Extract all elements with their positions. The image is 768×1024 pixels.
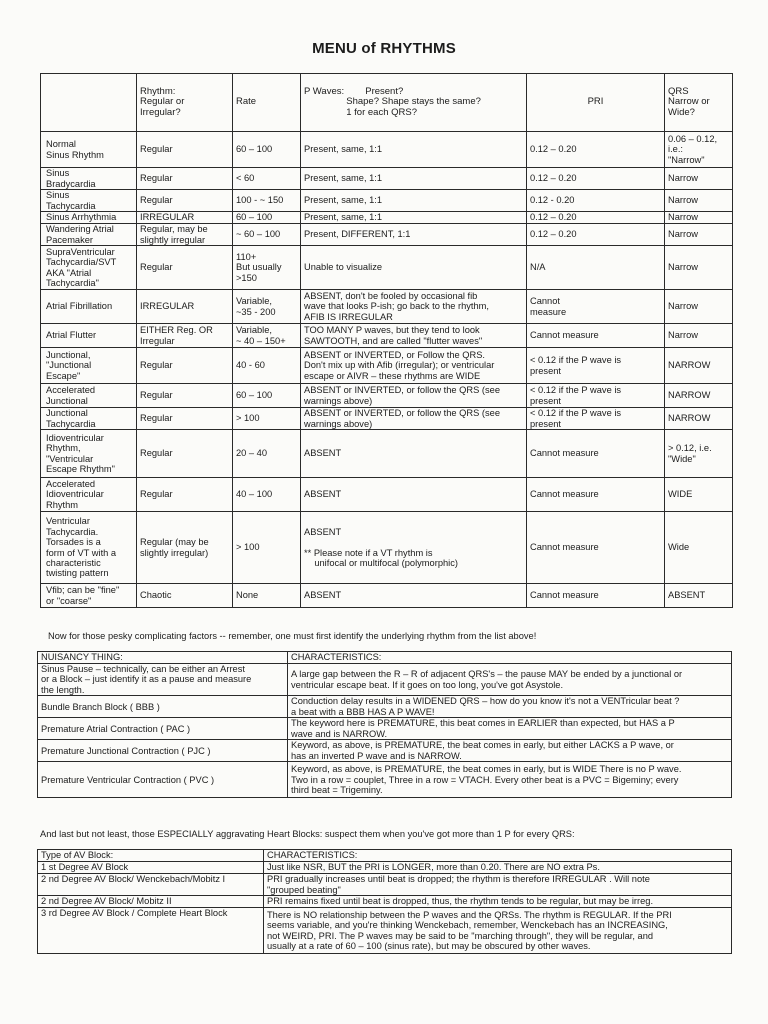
rhythm-cell-p-waves: ABSENT <box>301 478 527 512</box>
rhythm-cell-regularity: Regular (may be slightly irregular) <box>137 512 233 584</box>
rhythm-cell-qrs: NARROW <box>665 348 733 384</box>
av-block-cell-characteristics: There is NO relationship between the P waves and the QRSs. The rhythm is REGULAR. If the PRI seems variable, and you're thinking Wenckebach, remember, Wenckebach has an INCREASING, not WEIRD, PRI. The P waves may be said to be "marching through", they will be regular, and usually at a rate of 60 – 100 (sinus rate), but may be obscured by other waves. <box>264 908 732 954</box>
rhythm-cell-regularity: Regular <box>137 408 233 430</box>
rhythm-cell-p-waves: ABSENT ** Please note if a VT rhythm is unifocal or multifocal (polymorphic) <box>301 512 527 584</box>
header-block-characteristics: CHARACTERISTICS: <box>264 850 732 862</box>
nuisance-row <box>38 718 732 740</box>
rhythm-cell-name: Accelerated Junctional <box>41 384 137 408</box>
rhythm-cell-name: Atrial Flutter <box>41 324 137 348</box>
nuisance-table <box>37 651 732 798</box>
rhythm-row <box>41 290 733 324</box>
header-pri: PRI <box>527 74 665 132</box>
rhythm-row <box>41 408 733 430</box>
rhythm-cell-rate: ~ 60 – 100 <box>233 224 301 246</box>
rhythm-cell-p-waves: Present, same, 1:1 <box>301 212 527 224</box>
rhythm-cell-rate: > 100 <box>233 408 301 430</box>
av-block-table-body <box>38 862 732 954</box>
rhythm-cell-name: Sinus Tachycardia <box>41 190 137 212</box>
rhythm-cell-regularity: IRREGULAR <box>137 212 233 224</box>
rhythm-row <box>41 212 733 224</box>
av-block-row <box>38 896 732 908</box>
av-block-cell-characteristics: PRI remains fixed until beat is dropped, thus, the rhythm tends to be regular, but may be irreg. <box>264 896 732 908</box>
rhythm-cell-pri: < 0.12 if the P wave is present <box>527 408 665 430</box>
note-nuisance-intro: Now for those pesky complicating factors -- remember, one must first identify the underlying rhythm from the list above! <box>48 631 537 641</box>
rhythm-cell-name: Sinus Bradycardia <box>41 168 137 190</box>
header-rhythm-name <box>41 74 137 132</box>
rhythm-cell-rate: 40 – 100 <box>233 478 301 512</box>
header-nuisance-characteristics: CHARACTERISTICS: <box>288 652 732 664</box>
rhythm-cell-qrs: Narrow <box>665 290 733 324</box>
rhythm-cell-rate: < 60 <box>233 168 301 190</box>
rhythm-cell-qrs: Wide <box>665 512 733 584</box>
rhythm-table-header <box>41 74 733 132</box>
rhythm-cell-qrs: Narrow <box>665 168 733 190</box>
rhythm-cell-qrs: 0.06 – 0.12, i.e.: "Narrow" <box>665 132 733 168</box>
rhythm-cell-name: Wandering Atrial Pacemaker <box>41 224 137 246</box>
rhythm-cell-pri: 0.12 – 0.20 <box>527 168 665 190</box>
rhythm-cell-name: Accelerated Idioventricular Rhythm <box>41 478 137 512</box>
nuisance-cell-characteristics: A large gap between the R – R of adjacent QRS's – the pause MAY be ended by a junctional or ventricular escape beat. If it goes on too long, you've got Asystole. <box>288 664 732 696</box>
rhythm-cell-p-waves: ABSENT or INVERTED, or Follow the QRS. Don't mix up with Afib (irregular); or ventricular escape or AIVR – these rhythms are WIDE <box>301 348 527 384</box>
rhythm-cell-name: Atrial Fibrillation <box>41 290 137 324</box>
nuisance-row <box>38 696 732 718</box>
rhythm-cell-rate: 60 – 100 <box>233 384 301 408</box>
av-block-cell-type: 1 st Degree AV Block <box>38 862 264 874</box>
rhythm-cell-regularity: Regular <box>137 168 233 190</box>
rhythm-cell-rate: Variable, ~ 40 – 150+ <box>233 324 301 348</box>
rhythm-cell-pri: Cannot measure <box>527 324 665 348</box>
av-block-row <box>38 908 732 954</box>
nuisance-table-body <box>38 664 732 798</box>
rhythm-cell-rate: 60 – 100 <box>233 212 301 224</box>
rhythm-cell-p-waves: TOO MANY P waves, but they tend to look SAWTOOTH, and are called "flutter waves" <box>301 324 527 348</box>
rhythm-row <box>41 132 733 168</box>
rhythm-cell-qrs: NARROW <box>665 408 733 430</box>
rhythm-cell-rate: None <box>233 584 301 608</box>
av-block-cell-characteristics: Just like NSR, BUT the PRI is LONGER, more than 0.20. There are NO extra Ps. <box>264 862 732 874</box>
header-nuisance-thing: NUISANCY THING: <box>38 652 288 664</box>
rhythm-cell-rate: > 100 <box>233 512 301 584</box>
rhythm-cell-rate: Variable, ~35 - 200 <box>233 290 301 324</box>
rhythm-cell-rate: 20 – 40 <box>233 430 301 478</box>
rhythm-row <box>41 168 733 190</box>
rhythm-row <box>41 348 733 384</box>
rhythm-cell-p-waves: Present, same, 1:1 <box>301 168 527 190</box>
rhythm-cell-regularity: Regular <box>137 190 233 212</box>
rhythm-cell-regularity: Chaotic <box>137 584 233 608</box>
rhythm-cell-rate: 110+ But usually >150 <box>233 246 301 290</box>
rhythm-cell-regularity: EITHER Reg. OR Irregular <box>137 324 233 348</box>
rhythm-table-body <box>41 132 733 608</box>
rhythm-cell-name: Idioventricular Rhythm, "Ventricular Escape Rhythm" <box>41 430 137 478</box>
rhythm-cell-name: Normal Sinus Rhythm <box>41 132 137 168</box>
nuisance-cell-thing: Premature Ventricular Contraction ( PVC ) <box>38 762 288 798</box>
rhythm-cell-pri: 0.12 – 0.20 <box>527 132 665 168</box>
rhythm-row <box>41 478 733 512</box>
rhythm-cell-regularity: Regular, may be slightly irregular <box>137 224 233 246</box>
rhythm-row <box>41 584 733 608</box>
rhythm-cell-rate: 100 - ~ 150 <box>233 190 301 212</box>
nuisance-table-header <box>38 652 732 664</box>
rhythm-cell-qrs: ABSENT <box>665 584 733 608</box>
rhythm-cell-pri: Cannot measure <box>527 290 665 324</box>
rhythm-row <box>41 512 733 584</box>
rhythm-cell-p-waves: ABSENT <box>301 584 527 608</box>
nuisance-row <box>38 762 732 798</box>
rhythm-cell-p-waves: ABSENT or INVERTED, or follow the QRS (see warnings above) <box>301 408 527 430</box>
rhythm-cell-p-waves: Present, same, 1:1 <box>301 190 527 212</box>
nuisance-cell-thing: Bundle Branch Block ( BBB ) <box>38 696 288 718</box>
header-rate: Rate <box>233 74 301 132</box>
av-block-cell-type: 3 rd Degree AV Block / Complete Heart Block <box>38 908 264 954</box>
av-block-table <box>37 849 732 954</box>
nuisance-cell-thing: Premature Junctional Contraction ( PJC ) <box>38 740 288 762</box>
nuisance-cell-characteristics: Keyword, as above, is PREMATURE, the beat comes in early, but either LACKS a P wave, or has an inverted P wave and is NARROW. <box>288 740 732 762</box>
rhythm-row <box>41 430 733 478</box>
nuisance-cell-characteristics: The keyword here is PREMATURE, this beat comes in EARLIER than expected, but HAS a P wave and is NARROW. <box>288 718 732 740</box>
rhythm-row <box>41 246 733 290</box>
rhythm-cell-regularity: Regular <box>137 348 233 384</box>
rhythm-cell-qrs: Narrow <box>665 324 733 348</box>
rhythm-cell-pri: Cannot measure <box>527 584 665 608</box>
rhythm-cell-qrs: Narrow <box>665 224 733 246</box>
rhythm-cell-p-waves: ABSENT or INVERTED, or follow the QRS (see warnings above) <box>301 384 527 408</box>
nuisance-cell-thing: Sinus Pause – technically, can be either an Arrest or a Block – just identify it as a pause and measure the length. <box>38 664 288 696</box>
rhythm-cell-name: Vfib; can be "fine" or "coarse" <box>41 584 137 608</box>
rhythm-cell-p-waves: Present, same, 1:1 <box>301 132 527 168</box>
rhythm-cell-name: SupraVentricular Tachycardia/SVT AKA "Atrial Tachycardia" <box>41 246 137 290</box>
av-block-row <box>38 874 732 896</box>
header-regularity: Rhythm: Regular or Irregular? <box>137 74 233 132</box>
rhythm-cell-regularity: Regular <box>137 246 233 290</box>
rhythm-cell-regularity: Regular <box>137 384 233 408</box>
rhythm-cell-pri: Cannot measure <box>527 512 665 584</box>
page-title: MENU of RHYTHMS <box>312 40 456 57</box>
rhythm-cell-qrs: Narrow <box>665 190 733 212</box>
rhythm-cell-qrs: Narrow <box>665 246 733 290</box>
header-qrs: QRS Narrow or Wide? <box>665 74 733 132</box>
rhythm-row <box>41 224 733 246</box>
rhythm-table <box>40 73 733 608</box>
rhythm-cell-name: Ventricular Tachycardia. Torsades is a form of VT with a characteristic twisting pattern <box>41 512 137 584</box>
rhythm-cell-qrs: Narrow <box>665 212 733 224</box>
rhythm-cell-name: Junctional, "Junctional Escape" <box>41 348 137 384</box>
rhythm-cell-p-waves: ABSENT, don't be fooled by occasional fib wave that looks P-ish; go back to the rhythm, AFIB IS IRREGULAR <box>301 290 527 324</box>
header-p-waves: P Waves: Present? Shape? Shape stays the same? 1 for each QRS? <box>301 74 527 132</box>
av-block-cell-type: 2 nd Degree AV Block/ Wenckebach/Mobitz I <box>38 874 264 896</box>
av-block-row <box>38 862 732 874</box>
rhythm-cell-qrs: WIDE <box>665 478 733 512</box>
rhythm-cell-pri: Cannot measure <box>527 430 665 478</box>
rhythm-cell-pri: < 0.12 if the P wave is present <box>527 348 665 384</box>
nuisance-cell-characteristics: Conduction delay results in a WIDENED QRS – how do you know it's not a VENTricular beat ? a beat with a BBB HAS A P WAVE! <box>288 696 732 718</box>
rhythm-cell-pri: Cannot measure <box>527 478 665 512</box>
rhythm-cell-qrs: NARROW <box>665 384 733 408</box>
rhythm-cell-name: Sinus Arrhythmia <box>41 212 137 224</box>
rhythm-cell-regularity: IRREGULAR <box>137 290 233 324</box>
rhythm-row <box>41 190 733 212</box>
rhythm-row <box>41 324 733 348</box>
rhythm-cell-pri: 0.12 – 0.20 <box>527 224 665 246</box>
rhythm-cell-pri: 0.12 – 0.20 <box>527 212 665 224</box>
rhythm-row <box>41 384 733 408</box>
rhythm-cell-qrs: > 0.12, i.e. "Wide" <box>665 430 733 478</box>
rhythm-cell-regularity: Regular <box>137 478 233 512</box>
rhythm-cell-regularity: Regular <box>137 132 233 168</box>
av-block-cell-type: 2 nd Degree AV Block/ Mobitz II <box>38 896 264 908</box>
rhythm-cell-p-waves: Unable to visualize <box>301 246 527 290</box>
rhythm-cell-pri: < 0.12 if the P wave is present <box>527 384 665 408</box>
nuisance-cell-thing: Premature Atrial Contraction ( PAC ) <box>38 718 288 740</box>
rhythm-cell-pri: N/A <box>527 246 665 290</box>
rhythm-cell-rate: 60 – 100 <box>233 132 301 168</box>
header-block-type: Type of AV Block: <box>38 850 264 862</box>
rhythm-cell-regularity: Regular <box>137 430 233 478</box>
rhythm-cell-p-waves: Present, DIFFERENT, 1:1 <box>301 224 527 246</box>
block-table-header <box>38 850 732 862</box>
rhythm-cell-name: Junctional Tachycardia <box>41 408 137 430</box>
nuisance-row <box>38 740 732 762</box>
nuisance-cell-characteristics: Keyword, as above, is PREMATURE, the beat comes in early, but is WIDE There is no P wave. Two in a row = couplet, Three in a row = VTACH. Every other beat is a PVC = Bigeminy; every third beat = Trigeminy. <box>288 762 732 798</box>
nuisance-row <box>38 664 732 696</box>
av-block-cell-characteristics: PRI gradually increases until beat is dropped; the rhythm is therefore IRREGULAR . Will note "grouped beating" <box>264 874 732 896</box>
note-blocks-intro: And last but not least, those ESPECIALLY aggravating Heart Blocks: suspect them when you've got more than 1 P for every QRS: <box>40 829 575 839</box>
rhythm-cell-p-waves: ABSENT <box>301 430 527 478</box>
rhythm-cell-rate: 40 - 60 <box>233 348 301 384</box>
rhythm-cell-pri: 0.12 - 0.20 <box>527 190 665 212</box>
